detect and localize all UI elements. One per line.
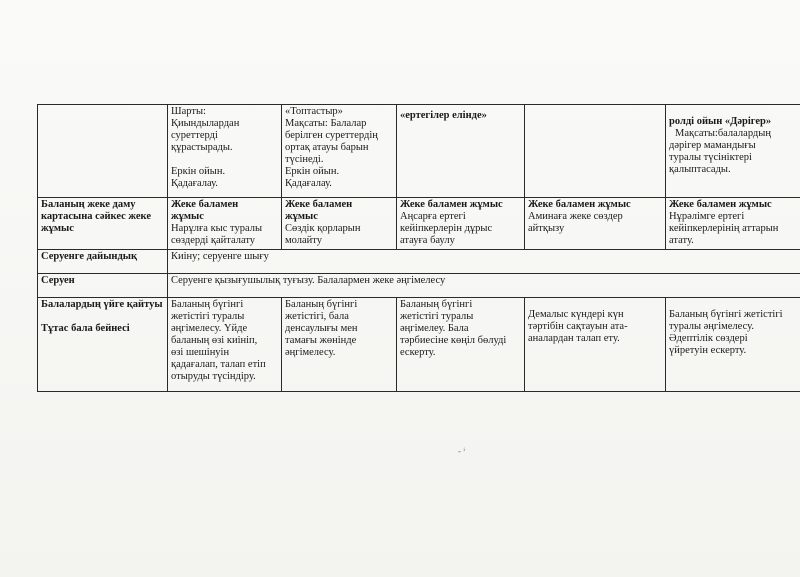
row-label: Серуен <box>38 274 168 298</box>
table-row <box>38 298 800 392</box>
activity-cell-thu <box>525 105 666 198</box>
table-row <box>38 105 800 198</box>
table-row <box>38 198 800 250</box>
row-label: Балалардың үйге қайтуы Тұтас бала бейнесі <box>38 298 168 392</box>
row-label <box>38 105 168 198</box>
walk-prep-cell: Киіну; серуенге шығу <box>168 250 800 274</box>
individual-work-cell: Жеке баламен жұмыс Нарұлға кыс туралы сөздерді қайталату <box>168 198 282 250</box>
row-label: Серуенге дайындық <box>38 250 168 274</box>
table-row <box>38 250 800 274</box>
going-home-cell: Баланың бүгінгі жетістігі туралы әңгімелесу. Әдептілік сөздері үйретуін ескерту. <box>666 298 800 392</box>
going-home-cell: Баланың бүгінгі жетістігі, бала денсаулығы мен тамағы жөнінде әңгімелесу. <box>282 298 397 392</box>
individual-work-cell: Жеке баламен жұмыс Нұрәлімге ертегі кейіпкерлерінің аттарын атату. <box>666 198 800 250</box>
row-label: Баланың жеке даму картасына сәйкес жеке жұмыс <box>38 198 168 250</box>
activity-cell-fri: ролді ойын «Дәрігер» Мақсаты:балалардың дәрігер мамандығы туралы түсініктері қалыптасады. <box>666 105 800 198</box>
scan-speck: ‐ ⁱ <box>458 446 466 456</box>
individual-work-cell: Жеке баламен жұмыс Аминаға жеке сөздер айтқызу <box>525 198 666 250</box>
activity-cell-wed: «ертегілер елінде» <box>397 105 525 198</box>
daily-plan-table <box>37 104 800 392</box>
activity-cell-tue: «Топтастыр» Мақсаты: Балалар берілген суреттердің ортақ атауы барын түсінеді. Еркін ойын. Қадағалау. <box>282 105 397 198</box>
going-home-cell: Баланың бүгінгі жетістігі туралы әңгімелесу. Үйде баланың өзі киініп, өзі шешінуін қадағалап, талап етіп отыруды түсіндіру. <box>168 298 282 392</box>
activity-cell-mon: Шарты: Қиындылардан суреттерді құрастырады. Еркін ойын. Қадағалау. <box>168 105 282 198</box>
table-row <box>38 274 800 298</box>
individual-work-cell: Жеке баламен жұмыс Сөздік қорларын молайту <box>282 198 397 250</box>
walk-cell: Серуенге қызығушылық туғызу. Балалармен жеке әңгімелесу <box>168 274 800 298</box>
going-home-cell: Демалыс күндері күн тәртібін сақтауын ата- аналардан талап ету. <box>525 298 666 392</box>
individual-work-cell: Жеке баламен жұмыс Аңсарға ертегі кейіпкерлерін дұрыс атауға баулу <box>397 198 525 250</box>
going-home-cell: Баланың бүгінгі жетістігі туралы әңгімелеу. Бала тәрбиесіне көңіл бөлуді ескерту. <box>397 298 525 392</box>
